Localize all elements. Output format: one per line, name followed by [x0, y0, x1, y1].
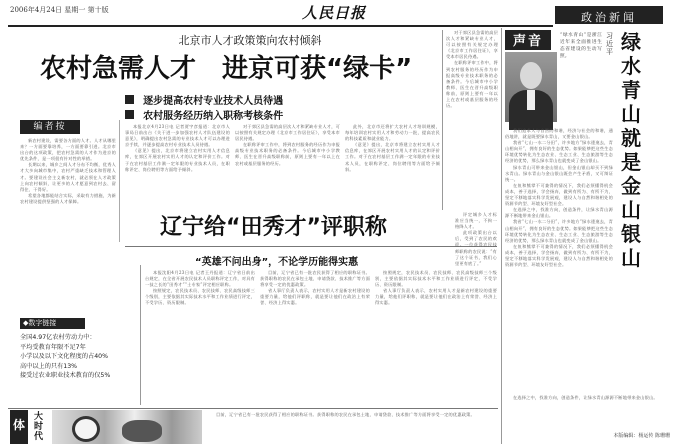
square-bullet-icon — [125, 95, 134, 104]
column-para: 在鱼和熊掌不可兼得的情况下，我们必须懂得机会成本，善于选择，学会扬弃，做到有所为、有所不为，坚定不移地落实科学发展观，建设人与自然和谐相处的资源节约型、环境友好型社会。 — [505, 243, 613, 268]
commentary-body — [20, 138, 116, 240]
masthead-strip — [0, 0, 675, 27]
square-bullet-icon — [125, 110, 134, 119]
digest-title: ◆数字链接 — [20, 318, 85, 329]
column-body-lower — [505, 395, 665, 425]
lead-para: 对于郊区县急需的高层次人才和紧缺专业人才，可以按照有关规定办理《北京市工作居住证》，享受本市居民待遇。 — [446, 30, 498, 60]
commentary-box — [20, 120, 120, 242]
second-para: 按照规定，农民技术员、农民技师、农民高级技师三个级别，主要依据其实际技术水平和工作业绩进行评定，不受学历、资历限制。 — [375, 270, 497, 288]
feature-para: 目前，辽宁省已有一批农民获得了相应的职称证书。获得职称的农民在承包土地、申请贷款、技术推广等方面将享受一定的优惠政策。 — [216, 412, 475, 417]
voice-caption-text: “绿水青山”是浙江近年来全面推进生态省建设的生动写照。 — [560, 33, 602, 59]
lead-para: 《意见》提出，北京市将建立农村实用人才信息库，在郊区开展农村实用人才的认定和评价工作。对于在农村基层工作满一定年限的专业技术人员，在职称评定、岗位聘用等方面给予倾斜。 — [345, 142, 440, 172]
lead-headline: 农村急需人才 进京可获“绿卡” — [40, 54, 413, 84]
column-divider — [501, 28, 502, 444]
feature-photo — [52, 410, 202, 444]
feature-side-text: 体 — [12, 418, 25, 432]
header-rule — [8, 25, 553, 27]
story-divider — [125, 246, 497, 247]
section-label-text: 政治新闻 — [581, 11, 637, 24]
digest-line: 小学以及以下文化程度的占40% — [20, 353, 109, 360]
column-title: 绿水青山就是金山银山 — [621, 30, 641, 270]
commentary-title: 编者按 — [20, 120, 80, 134]
lead-para: 此外，北京市还将扩大农村人才培训规模，每年培训农村实用人才和劳动力一批，提高农民的科技素质和就业能力。 — [345, 124, 440, 142]
second-para: 目前，辽宁省已有一批农民获得了相应的职称证书。获得职称的农民在承包土地、申请贷款、技术推广等方面将享受一定的优惠政策。 — [260, 270, 370, 288]
author-photo — [505, 52, 557, 122]
side-note-para: 评定城乡人才标准应当统一，不拘一格降人才。 — [455, 212, 497, 230]
feature-title: 大时代 — [34, 412, 44, 442]
second-body-col-1 — [145, 270, 255, 405]
column-para: 绿水青山可带来金山银山，但金山银山却买不到绿水青山。绿水青山与金山银山既会产生矛盾，又可辩证统一。 — [505, 164, 613, 182]
column-para: 我省“七山一水二分田”，许多地方“绿水逶迤去，青山相向开”，拥有良好的生态优势。如果能够把这些生态环境优势转化为生态农业、生态工业、生态旅游等生态经济的优势，那么绿水青山也就变成了金山银山。 — [505, 219, 613, 243]
column-divider — [442, 30, 443, 210]
lead-para: 《意见》提出，北京市将建立农村实用人才信息库，在郊区开展农村实用人才的认定和评价工作。对于在农村基层工作满一定年限的专业技术人员，在职称评定、岗位聘用等方面给予倾斜。 — [125, 148, 230, 172]
side-note-para: 此项政策出台以后，受到了农民的欢迎。一位获得农民技师职称的农民说：“有了这个证书，我们心里更有底了。” — [455, 230, 497, 266]
digest-line: 全国4.97亿农村劳动力中： — [20, 334, 96, 341]
lead-subhead-1-text: 逐步提高农村专业技术人员待遇 — [143, 96, 284, 107]
story-divider — [8, 408, 498, 409]
feature-text — [208, 412, 498, 442]
lead-para: 本报北京4月23日电 记者贾宇彦报道：北京市人事局日前出台《关于进一步加强农村人才队伍建设的意见》，明确提出农村急需的专业技术人才可以办理进京手续，并逐步提高农村专业技术人员待遇。 — [125, 124, 230, 148]
second-body-col-3 — [375, 270, 497, 405]
side-note — [455, 212, 497, 266]
column-para: 我省“七山一水二分田”，许多地方“绿水逶迤去，青山相向开”，拥有良好的生态优势。如果能够把这些生态环境优势转化为生态农业、生态工业、生态旅游等生态经济的优势，那么绿水青山也就变成了金山银山。 — [505, 140, 613, 164]
digest-lines — [20, 333, 135, 381]
column-para: 我们追求人与自然的和谐，经济与社会的和谐，通俗地讲，就是既要绿水青山，又要金山银山。 — [505, 128, 613, 140]
second-para: 省人事厅负责人表示，农村实用人才是新农村建设的重要力量，给他们评职称，就是要让他们在政治上有荣誉、经济上得实惠。 — [260, 288, 370, 306]
lead-para: 在职称评审工作中，将到农村服务的经历作为申报高级专业技术职务的必备条件。今后城市中小学教师、医生在晋升高级职称前，原则上要有一年以上在农村或基层服务的经历。 — [446, 60, 498, 109]
lead-para: 对于郊区县急需的高层次人才和紧缺专业人才，可以按照有关规定办理《北京市工作居住证》，享受本市居民待遇。 — [235, 124, 340, 142]
section-label — [555, 6, 663, 24]
column-para: 在选择之中，找准方向，创造条件，让绿水青山源源不断地带来金山银山。 — [505, 207, 613, 219]
lead-subhead-2-text: 农村服务经历纳入职称考核条件 — [143, 111, 284, 122]
second-para: 本报沈阳4月23日电 记者王丹报道：辽宁省日前出台规定，在全省开展农民技术人员职称评定工作，对具有一技之长的“田秀才”“土专家”评定相应职称。 — [145, 270, 255, 288]
second-deck: “英雄不问出身”，不论学历能得实惠 — [195, 257, 359, 268]
voice-caption — [560, 32, 602, 124]
second-body-col-2 — [260, 270, 370, 405]
column-author: 习近平 — [606, 32, 613, 56]
column-body — [505, 128, 613, 428]
lead-para: 在职称评审工作中，将到农村服务的经历作为申报高级专业技术职务的必备条件。今后城市中小学教师、医生在晋升高级职称前，原则上要有一年以上在农村或基层服务的经历。 — [235, 142, 340, 166]
digest-box — [20, 318, 135, 388]
column-divider — [140, 265, 141, 405]
author-photo-collar — [527, 90, 535, 110]
lead-kicker: 北京市人才政策策向农村倾斜 — [178, 34, 322, 47]
author-photo-face — [520, 62, 542, 89]
voice-label — [505, 30, 551, 50]
masthead: 人民日报 — [302, 4, 367, 22]
commentary-para: 长期以来，城乡之间人才分布不均衡，优秀人才大多向城市集中，农村严重缺乏技术和管理人才。要建设社会主义新农村，就必须在人才政策上向农村倾斜，让更多的人才愿意到农村去、留得住、干得好。 — [20, 162, 116, 192]
digest-line: 平均受教育年限不足7年 — [20, 343, 86, 351]
second-headline: 辽宁给“田秀才”评职称 — [160, 215, 387, 240]
lead-subhead-2 — [125, 104, 284, 122]
date-line: 2006年4月24日 星期一 第十版 — [10, 6, 109, 14]
commentary-para: 新农村建设，需要各方面的人才。人才从哪里来？一方面要靠培养，一方面要靠引进。北京市出台的这项政策，把农村急需的人才作为进京的优先条件，是一项很有针对性的举措。 — [20, 138, 116, 162]
second-para: 按照规定，农民技术员、农民技师、农民高级技师三个级别，主要依据其实际技术水平和工作业绩进行评定，不受学历、资历限制。 — [145, 288, 255, 306]
digest-line: 高中以上的只有13% — [20, 362, 78, 370]
voice-label-text: 声音 — [512, 34, 543, 49]
lead-body-col-4 — [446, 30, 498, 210]
panda-photo-shape — [122, 420, 162, 442]
panda-photo-shape — [72, 416, 100, 442]
second-para: 省人事厅负责人表示，农村实用人才是新农村建设的重要力量，给他们评职称，就是要让他们在政治上有荣誉、经济上得实惠。 — [375, 288, 497, 306]
digest-line: 接受过农业职业技术教育的仅5% — [20, 372, 111, 379]
page-footer-editor: 本版编辑：杨运传 陈珊珊 — [613, 433, 670, 439]
feature-side-label — [10, 410, 28, 444]
column-para: 在选择之中，找准方向，创造条件，让绿水青山源源不断地带来金山银山。 — [513, 395, 658, 400]
column-para: 在鱼和熊掌不可兼得的情况下，我们必须懂得机会成本，善于选择，学会扬弃，做到有所为、有所不为，坚定不移地落实科学发展观，建设人与自然和谐相处的资源节约型、环境友好型社会。 — [505, 182, 613, 207]
commentary-para: 希望各地都能结合实际，采取有力措施，为新农村建设提供坚强的人才保障。 — [20, 192, 116, 204]
lead-subhead-1 — [125, 89, 284, 107]
